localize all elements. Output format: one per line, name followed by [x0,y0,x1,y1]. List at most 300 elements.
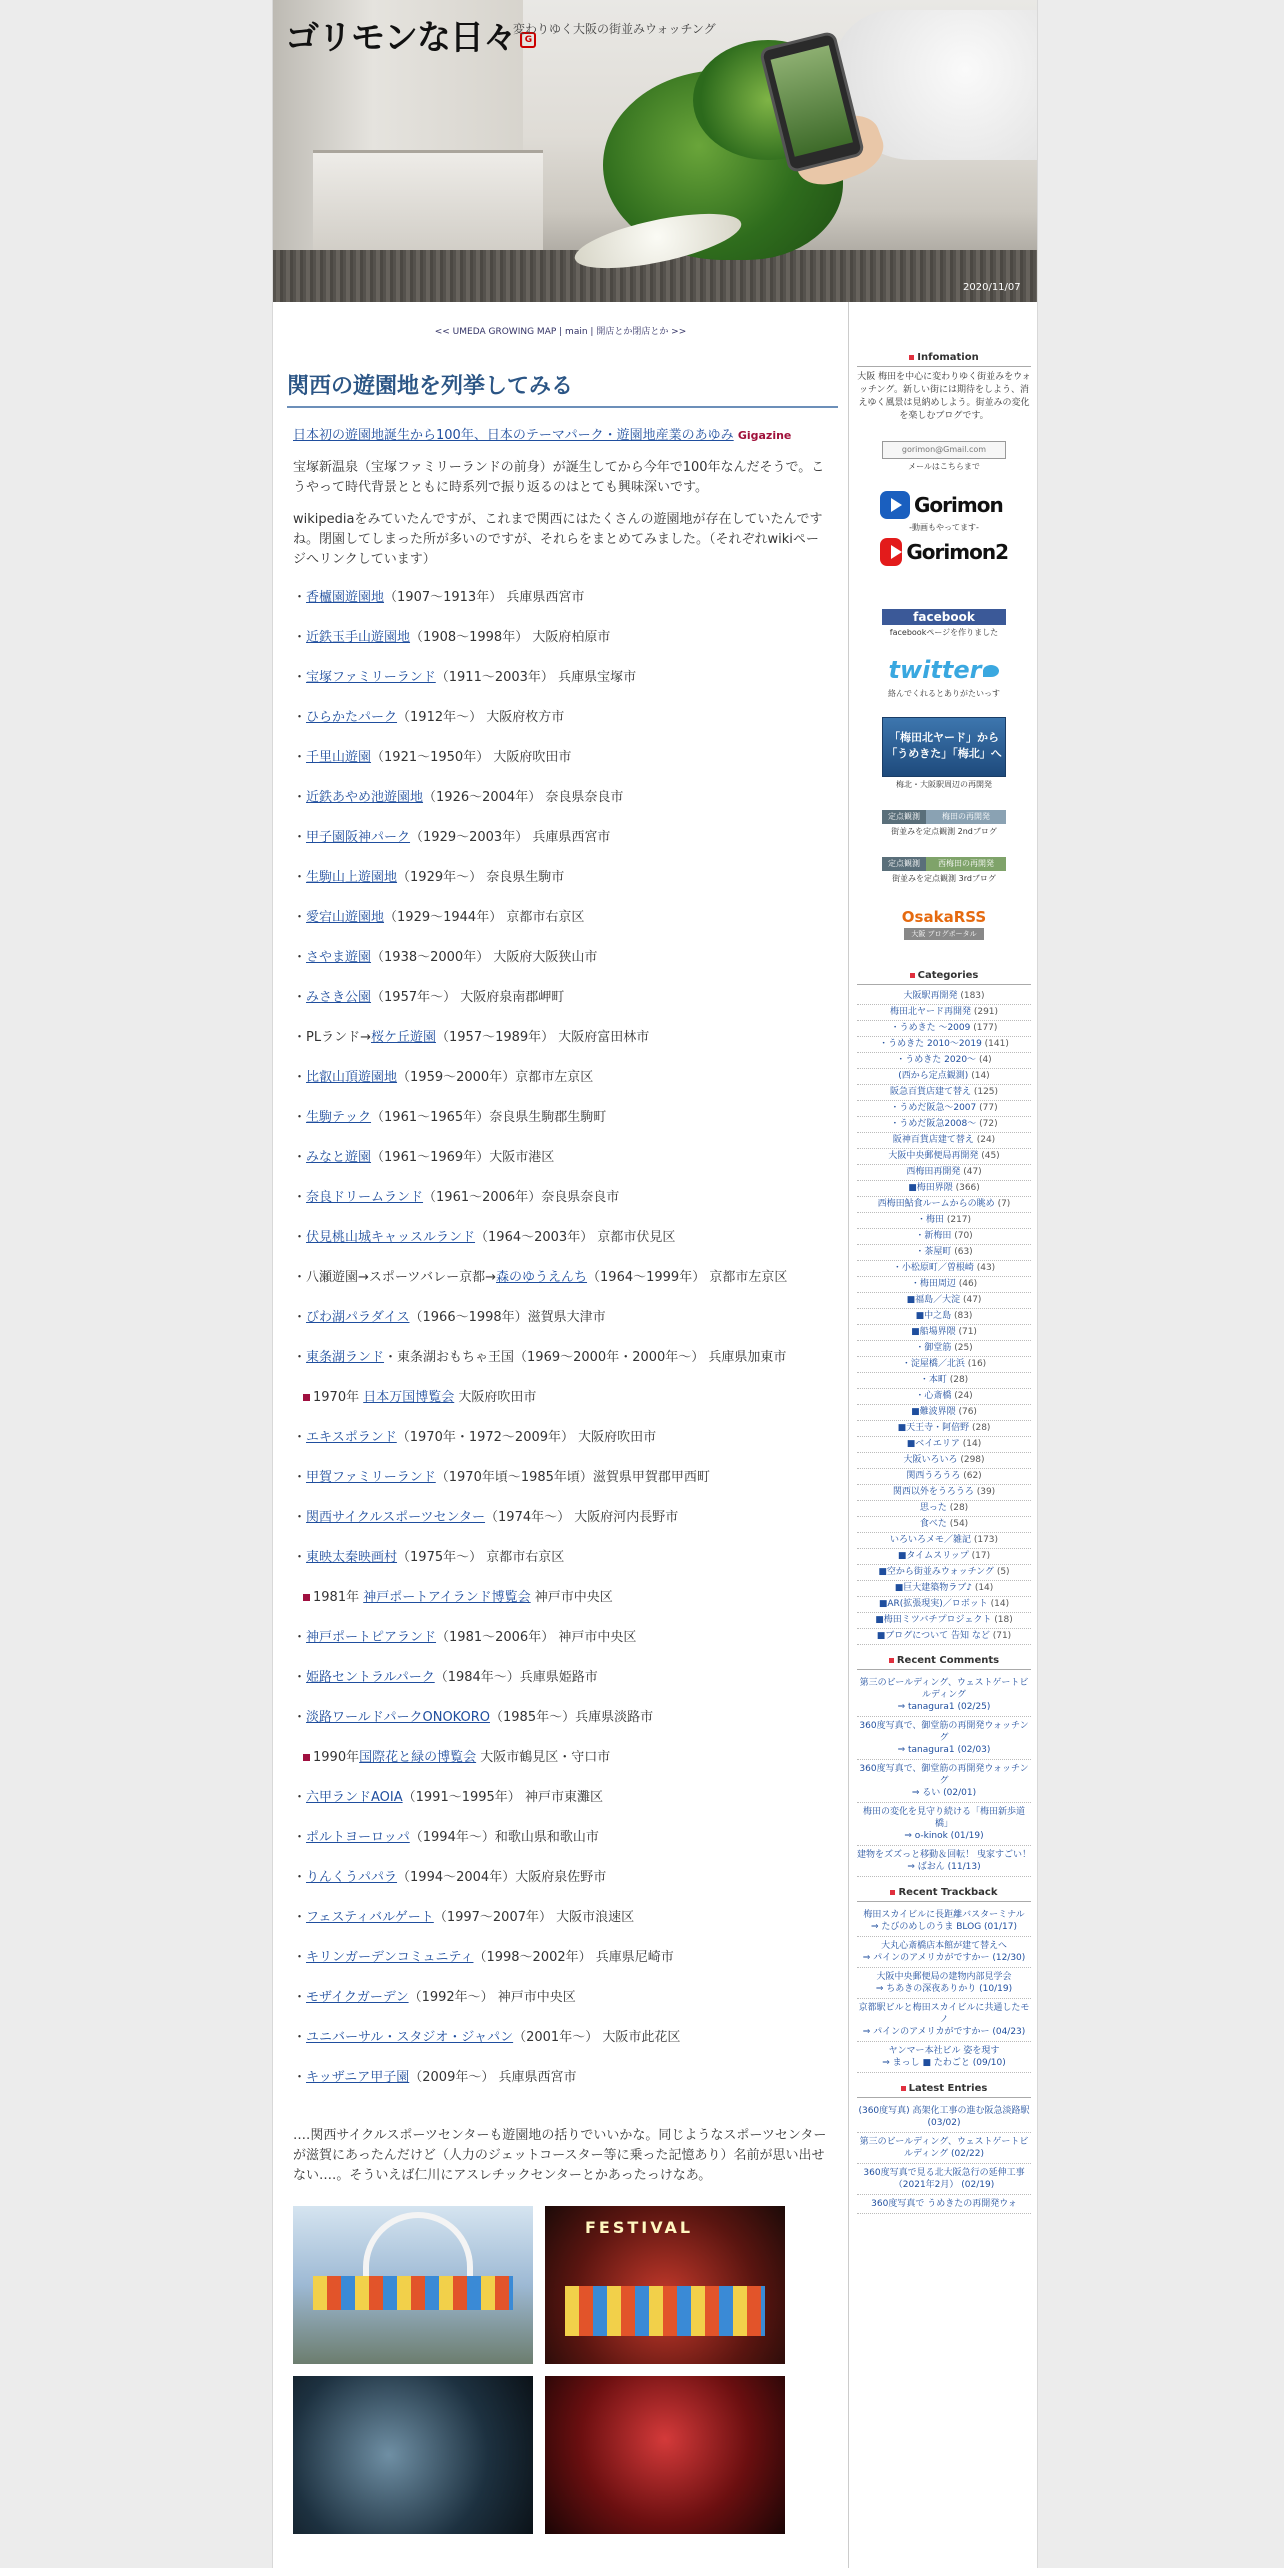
entry-author[interactable]: ⇒ tanagura1 (02/25) [897,1702,991,1712]
park-detail: （1981～2006年） 神戸市中央区 [436,1630,637,1645]
list-item [857,1846,1031,1877]
entry-link[interactable]: 建物をズズっと移動＆回転！ 曳家すごい！ [857,1850,1031,1860]
entry-nav [273,324,848,337]
category-count: (173) [973,1535,999,1545]
category-item [857,1357,1031,1373]
park-item [293,1508,828,1528]
blog2-caption: 街並みを定点観測 2ndブログ [891,827,997,836]
category-link[interactable]: ・小松原町／曽根崎 [892,1263,974,1273]
park-wiki-link[interactable]: 国際花と緑の博覧会 [359,1750,477,1765]
osaka-rss-sub[interactable]: 大阪 ブログポータル [904,928,984,940]
divider [857,984,1031,985]
park-wiki-link[interactable]: 東映太秦映画村 [306,1550,398,1565]
youtube-gorimon-label: Gorimon [914,493,1003,517]
entry-link[interactable]: 大阪中央郵便局の建物内部見学会 [876,1972,1012,1982]
category-link[interactable]: ■天王寺・阿倍野 [897,1423,970,1433]
latest-entries-list [857,2102,1031,2214]
park-detail: （1997～2007年） 大阪市浪速区 [433,1910,635,1925]
category-item [857,1053,1031,1069]
photo-festival-sign: FESTIVAL [585,2218,694,2237]
entry-link[interactable]: 360度写真で、御堂筋の再開発ウォッチング [859,1721,1029,1743]
category-count: (46) [958,1279,978,1289]
category-count: (77) [979,1103,998,1113]
category-item [857,1213,1031,1229]
category-count: (177) [973,1023,998,1033]
latest-entries-heading [849,2083,1038,2094]
park-detail: （1961～2006年）奈良県奈良市 [423,1190,620,1205]
category-item [857,1517,1031,1533]
park-item [293,1268,828,1288]
category-item [857,1597,1031,1613]
park-detail: （1994年～）和歌山県和歌山市 [409,1830,599,1845]
twitter-caption: 絡んでくれるとありがたいっす [888,689,1000,698]
category-count: (62) [963,1471,982,1481]
park-prefix: ・ [293,950,307,965]
park-prefix: ・ [293,1790,307,1805]
source-article-link[interactable]: 日本初の遊園地誕生から100年、日本のテーマパーク・遊園地産業のあゆみ [293,428,734,443]
category-link[interactable]: ・新梅田 [915,1231,952,1241]
category-count: (14) [962,1439,982,1449]
post-title: 関西の遊園地を列挙してみる [287,369,838,408]
category-link[interactable]: ■船場界隈 [911,1327,956,1337]
entry-link[interactable]: 360度写真で見る北大阪急行の延伸工事（2021年2月） (02/19) [863,2168,1025,2190]
entry-author[interactable]: ⇒ パインのアメリカがですかー (04/23) [862,2027,1026,2037]
category-count: (4) [978,1055,992,1065]
site-logo[interactable] [285,10,536,59]
park-wiki-link[interactable]: 香櫨園遊園地 [306,590,385,605]
park-prefix: ・ [293,1110,307,1125]
park-item [293,1948,828,1968]
category-count: (24) [954,1391,973,1401]
category-count: (217) [946,1215,972,1225]
blog3-banner-title: 西梅田の再開発 [926,857,1006,871]
park-prefix: ・ [293,710,307,725]
category-link[interactable]: 大阪いろいろ [903,1455,958,1465]
park-wiki-link[interactable]: 奈良ドリームランド [306,1190,424,1205]
park-wiki-link[interactable]: エキスポランド [306,1430,397,1445]
park-wiki-link[interactable]: キリンガーデンコミュニティ [306,1950,474,1965]
category-count: (14) [974,1583,994,1593]
entry-link[interactable]: 梅田スカイビルに長距離バスターミナル [863,1910,1025,1920]
park-prefix: ・ [293,1670,307,1685]
nav-main-link[interactable]: main [565,327,588,337]
park-detail: （2009年～） 兵庫県西宮市 [409,2070,577,2085]
category-item [857,1613,1031,1629]
wiki-paragraph: wikipediaをみていたんですが、これまで関西にはたくさんの遊園地が存在していたんですね。閉園してしまった所が多いのですが、それらをまとめてみました。（それぞれwikiページへリンクしています） [293,512,823,567]
category-count: (28) [949,1503,969,1513]
category-link[interactable]: ・うめだ阪急～2007 [890,1103,977,1113]
park-wiki-link[interactable]: ユニバーサル・スタジオ・ジャパン [306,2030,514,2045]
park-prefix: ・ [293,1510,307,1525]
park-detail: （1964～2003年） 京都市伏見区 [475,1230,676,1245]
entry-link[interactable]: 360度写真で、御堂筋の再開発ウォッチング [859,1764,1029,1786]
park-prefix: ・ [293,1630,307,1645]
category-count: (70) [954,1231,973,1241]
entry-author[interactable]: ⇒ まっし ■ たわごと (09/10) [882,2058,1006,2068]
category-link[interactable]: 阪急百貨店建て替え [889,1087,971,1097]
sidebar [848,302,1038,2568]
category-link[interactable]: いろいろメモ／雑記 [889,1535,971,1545]
park-detail: （1961～1969年）大阪市港区 [371,1150,555,1165]
park-detail: （1994～2004年）大阪府泉佐野市 [397,1870,607,1885]
entry-author[interactable]: ⇒ たびのめしのうま BLOG (01/17) [870,1922,1017,1932]
park-detail: （1929～1944年） 京都市右京区 [384,910,585,925]
park-wiki-link[interactable]: 伏見桃山城キャッスルランド [306,1230,476,1245]
park-detail: （1998～2002年） 兵庫県尼崎市 [473,1950,674,1965]
recent-comments-heading-label: Recent Comments [896,1655,1000,1666]
category-item [857,1069,1031,1085]
main-column [273,302,848,2568]
gmail-address-image[interactable] [882,441,1006,459]
intro-paragraph: 宝塚新温泉（宝塚ファミリーランドの前身）が誕生してから今年で100年なんだそうで。こうやって時代背景とともに時系列で振り返るのはとても興味深いです。 [293,460,825,495]
park-detail: （1974年～） 大阪府河内長野市 [485,1510,679,1525]
park-prefix: ・ [293,1230,307,1245]
category-count: (45) [981,1151,1000,1161]
park-detail: （1985年～）兵庫県淡路市 [490,1710,654,1725]
park-wiki-link[interactable]: 生駒山上遊園地 [306,870,398,885]
osaka-rss-link[interactable]: OsakaRSS [901,908,987,926]
photo-festival-gate[interactable] [545,2206,785,2364]
facebook-link[interactable]: facebook [882,609,1006,625]
blog2-banner-tag: 定点観測 [882,810,926,824]
category-link[interactable]: 梅田北ヤード再開発 [889,1007,971,1017]
park-wiki-link[interactable]: 関西サイクルスポーツセンター [306,1510,486,1525]
park-prefix: ・ [293,1990,307,2005]
youtube-gorimon-link[interactable] [880,490,1008,520]
park-detail: （1921～1950年） 大阪府吹田市 [371,750,572,765]
recent-trackback-heading-label: Recent Trackback [898,1887,998,1898]
site-logo-text[interactable]: ゴリモンな日々 [285,18,516,58]
list-item [857,2195,1031,2214]
divider [857,366,1031,367]
nav-sep: | [556,327,566,337]
category-link[interactable]: ■中之島 [915,1311,952,1321]
blog3-caption: 街並みを定点観測 3rdブログ [892,874,996,883]
park-detail: （1957年～） 大阪府泉南郡岬町 [371,990,565,1005]
category-count: (141) [984,1039,1009,1049]
source-name: Gigazine [737,429,792,442]
list-item [857,2164,1031,2195]
twitter-bird-icon [983,665,999,677]
category-link[interactable]: ■梅田界隈 [908,1183,953,1193]
category-item [857,1533,1031,1549]
category-item [857,1325,1031,1341]
park-detail: （1907～1913年） 兵庫県西宮市 [384,590,585,605]
category-count: (17) [971,1551,991,1561]
park-item [293,1548,828,1568]
category-item [857,1341,1031,1357]
park-wiki-link[interactable]: 日本万国博覧会 [363,1390,455,1405]
category-link[interactable]: ・うめきた ～2009 [890,1023,971,1033]
list-item [857,1999,1031,2042]
category-count: (28) [949,1375,969,1385]
park-item [293,1308,828,1328]
category-item [857,1149,1031,1165]
entry-author[interactable]: ⇒ tanagura1 (02/03) [897,1745,991,1755]
park-wiki-link[interactable]: りんくうパパラ [306,1870,398,1885]
category-item [857,989,1031,1005]
park-wiki-link[interactable]: ひらかたパーク [306,710,398,725]
park-wiki-link[interactable]: ポルトヨーロッパ [306,1830,410,1845]
category-item [857,1629,1031,1645]
list-item [857,1674,1031,1717]
park-item [293,748,828,768]
category-link[interactable]: ■ブログについて 告知 など [876,1631,990,1641]
park-detail: （1975年～） 京都市右京区 [397,1550,565,1565]
list-item [857,2042,1031,2073]
category-link[interactable]: ・梅田周辺 [910,1279,956,1289]
umeda-north-yard-banner[interactable] [882,717,1006,777]
latest-entries-heading-label: Latest Entries [908,2083,988,2094]
category-link[interactable]: 大阪中央郵便局再開発 [888,1151,979,1161]
park-wiki-link[interactable]: 神戸ポートアイランド博覧会 [363,1590,531,1605]
info-heading [849,352,1038,363]
blog2-banner[interactable] [882,810,1006,824]
park-item [293,628,828,648]
park-wiki-link[interactable]: びわ湖パラダイス [306,1310,410,1325]
list-item [857,1906,1031,1937]
entry-link[interactable]: 京都駅ビルと梅田スカイビルに共通したモノ [858,2003,1030,2025]
category-link[interactable]: 関西以外をうろうろ [892,1487,974,1497]
category-link[interactable]: ■巨大建築物ラブ♪ [894,1583,972,1593]
category-link[interactable]: ■福島／大淀 [906,1295,961,1305]
category-item [857,1469,1031,1485]
park-item [293,708,828,728]
entry-link[interactable]: (360度写真) 高架化工事の進む阪急淡路駅 (03/02) [858,2106,1030,2128]
category-link[interactable]: ・心斎橋 [915,1391,952,1401]
park-prefix: ・ [293,1710,307,1725]
park-detail: （1984年～）兵庫県姫路市 [434,1670,598,1685]
category-link[interactable]: 関西うろうろ [906,1471,961,1481]
park-detail: （1992年～） 神戸市中央区 [408,1990,576,2005]
category-link[interactable]: 西梅田再開発 [906,1167,961,1177]
park-wiki-link[interactable]: 神戸ポートピアランド [306,1630,437,1645]
category-item [857,1085,1031,1101]
park-wiki-link[interactable]: みさき公園 [306,990,372,1005]
category-link[interactable]: ■AR(拡張現実)／ロボット [878,1599,988,1609]
nav-prev-link[interactable]: << UMEDA GROWING MAP [434,327,557,337]
category-item [857,1133,1031,1149]
category-link[interactable]: ■タイムスリップ [897,1551,969,1561]
park-wiki-link[interactable]: 比叡山頂遊園地 [306,1070,398,1085]
mail-caption: メールはこちらまで [908,462,980,471]
category-link[interactable]: 西梅田鮎食ルームからの眺め [877,1199,995,1209]
park-prefix: ・ [293,1070,307,1085]
park-item [293,1068,828,1088]
park-item [293,788,828,808]
umeda-banner-line2: 「うめきた」「梅北」へ [886,747,1002,760]
park-detail: （1970年頃～1985年頃）滋賀県甲賀郡甲西町 [435,1470,710,1485]
blog3-banner[interactable] [882,857,1006,871]
park-prefix: ・八瀬遊園→スポーツバレー京都→ [293,1270,497,1285]
park-prefix: ・ [293,590,307,605]
category-count: (47) [963,1167,982,1177]
entry-author[interactable]: ⇒ ちあきの深夜ありかり (10/19) [875,1984,1013,1994]
park-wiki-link[interactable]: 東条湖ランド [306,1350,385,1365]
youtube-gorimon2-link[interactable] [880,537,1008,567]
park-wiki-link[interactable]: 宝塚ファミリーランド [306,670,436,685]
category-item [857,1453,1031,1469]
park-detail: （1991～1995年） 神戸市東灘区 [402,1790,603,1805]
park-wiki-link[interactable]: 近鉄あやめ池遊園地 [306,790,424,805]
park-prefix: ・ [293,830,307,845]
park-wiki-link[interactable]: 森のゆうえんち [496,1270,588,1285]
park-detail: （1926～2004年） 奈良県奈良市 [423,790,624,805]
bullet-icon [890,1890,895,1895]
category-count: (54) [949,1519,969,1529]
twitter-link[interactable] [878,656,1010,686]
park-wiki-link[interactable]: 愛宕山遊園地 [306,910,385,925]
park-prefix: ・ [293,870,307,885]
category-link[interactable]: ・梅田 [916,1215,944,1225]
park-item [293,2068,828,2088]
park-prefix: ・ [293,1350,307,1365]
category-link[interactable]: ・うめきた 2020～ [896,1055,977,1065]
park-item [293,1828,828,1848]
park-wiki-link[interactable]: フェスティバルゲート [306,1910,434,1925]
expo-item [293,1388,828,1408]
category-item [857,1197,1031,1213]
category-link[interactable]: 大阪駅再開発 [903,991,958,1001]
park-wiki-link[interactable]: 桜ケ丘遊園 [370,1030,436,1045]
park-item [293,1188,828,1208]
park-wiki-link[interactable]: 生駒テック [306,1110,372,1125]
category-link[interactable]: 思った [919,1503,947,1513]
entry-link[interactable]: 360度写真で うめきたの再開発ウォ [871,2199,1017,2209]
category-item [857,1165,1031,1181]
category-link[interactable]: ■難波界隈 [911,1407,956,1417]
entry-link[interactable]: 梅田の変化を見守り続ける「梅田新歩道橋」 [862,1807,1025,1829]
category-item [857,1021,1031,1037]
category-count: (71) [992,1631,1012,1641]
park-detail: （1966～1998年）滋賀県大津市 [409,1310,606,1325]
category-item [857,1261,1031,1277]
category-link[interactable]: ■ベイエリア [906,1439,960,1449]
park-wiki-link[interactable]: 千里山遊園 [306,750,372,765]
park-prefix: ・ [293,1830,307,1845]
info-text: 大阪 梅田を中心に変わりゆく街並みをウォッチング。新しい街には期待をしよう、消えゆく風景は見納めしよう。街並みの変化を楽しむブログです。 [857,372,1031,421]
category-item [857,1501,1031,1517]
category-item [857,1581,1031,1597]
park-item [293,1668,828,1688]
park-detail: （1929年～） 奈良県生駒市 [397,870,565,885]
photo-amusement-park-arch[interactable] [293,2206,533,2364]
category-item [857,1101,1031,1117]
bullet-icon [901,2086,906,2091]
entry-link[interactable]: ヤンマー本社ビル 姿を現す [888,2046,1000,2056]
category-item [857,1293,1031,1309]
park-item [293,588,828,608]
category-item [857,1005,1031,1021]
park-prefix: ・ [293,630,307,645]
expo-square-icon [303,1594,310,1601]
category-count: (25) [954,1343,973,1353]
park-item [293,668,828,688]
park-wiki-link[interactable]: 姫路セントラルパーク [306,1670,435,1685]
play-icon [880,491,910,519]
category-count: (18) [994,1615,1013,1625]
category-item [857,1277,1031,1293]
category-link[interactable]: 食べた [919,1519,947,1529]
category-link[interactable]: ・淀屋橋／北浜 [901,1359,965,1369]
photo-red-lights[interactable] [545,2376,785,2534]
entry-link[interactable]: 大丸心斎橋店本館が建て替えへ [881,1941,1007,1951]
park-item [293,1708,828,1728]
gmail-address: gorimon@Gmail.com [901,445,987,454]
source-line [293,426,828,446]
play-icon [880,538,902,566]
category-link[interactable]: ■空から街並みウォッチング [878,1567,994,1577]
divider [857,2097,1031,2098]
park-wiki-link[interactable]: さやま遊園 [306,950,372,965]
park-item [293,1988,828,2008]
category-link[interactable]: ・うめだ阪急2008～ [890,1119,977,1129]
park-item [293,1468,828,1488]
park-detail: 大阪府吹田市 [454,1390,537,1405]
category-item [857,1565,1031,1581]
recent-trackback-list [857,1906,1031,2073]
park-detail: （1964～1999年） 京都市左京区 [587,1270,788,1285]
park-wiki-link[interactable]: 六甲ランドAOIA [306,1790,403,1805]
list-item [857,1968,1031,1999]
park-detail: （1929～2003年） 兵庫県西宮市 [410,830,611,845]
entry-link[interactable]: 第三のビールディング、ウェストゲートビルディング (02/22) [859,2137,1029,2159]
blog3-banner-tag: 定点観測 [882,857,926,871]
category-link[interactable]: ・本町 [919,1375,947,1385]
category-link[interactable]: ・御堂筋 [915,1343,952,1353]
category-count: (7) [997,1199,1011,1209]
park-wiki-link[interactable]: キッザニア甲子園 [306,2070,410,2085]
park-prefix: ・ [293,1190,307,1205]
entry-link[interactable]: 第三のビールディング、ウェストゲートビルディング [859,1678,1029,1700]
banner-phone-screen [771,45,853,157]
category-link[interactable]: (西から定点観測) [898,1071,969,1081]
entry-author[interactable]: ⇒ ばおん (11/13) [907,1862,981,1872]
header-banner [273,0,1038,302]
park-wiki-link[interactable]: 近鉄玉手山遊園地 [306,630,411,645]
category-count: (43) [976,1263,996,1273]
category-link[interactable]: 阪神百貨店建て替え [892,1135,974,1145]
category-count: (83) [953,1311,973,1321]
park-wiki-link[interactable]: モザイクガーデン [306,1990,409,2005]
expo-item [293,1588,828,1608]
category-count: (125) [973,1087,999,1097]
category-count: (72) [979,1119,998,1129]
divider [857,1669,1031,1670]
nav-next-link[interactable]: 開店とか閉店とか >> [596,327,687,337]
entry-author[interactable]: ⇒ o-kinok (01/19) [904,1831,984,1841]
category-item [857,1421,1031,1437]
category-link[interactable]: ・うめきた 2010～2019 [879,1039,982,1049]
umeda-caption: 梅北・大阪駅周辺の再開発 [896,780,992,789]
park-wiki-link[interactable]: 淡路ワールドパークONOKORO [306,1710,490,1725]
entry-author[interactable]: ⇒ るい (02/01) [911,1788,977,1798]
category-count: (24) [976,1135,996,1145]
category-link[interactable]: ・茶屋町 [915,1247,952,1257]
park-detail: （1912年～） 大阪府枚方市 [397,710,565,725]
park-prefix: ・ [293,1470,307,1485]
photo-night-castle[interactable] [293,2376,533,2534]
park-prefix: 1990年 [313,1750,360,1765]
category-count: (298) [960,1455,985,1465]
park-wiki-link[interactable]: 甲子園阪神パーク [306,830,411,845]
park-prefix: 1981年 [313,1590,364,1605]
park-wiki-link[interactable]: みなと遊園 [306,1150,372,1165]
park-wiki-link[interactable]: 甲賀ファミリーランド [306,1470,436,1485]
category-link[interactable]: ■梅田ミツバチプロジェクト [875,1615,992,1625]
category-count: (14) [990,1599,1010,1609]
entry-author[interactable]: ⇒ パインのアメリカがですかー (12/30) [862,1953,1026,1963]
